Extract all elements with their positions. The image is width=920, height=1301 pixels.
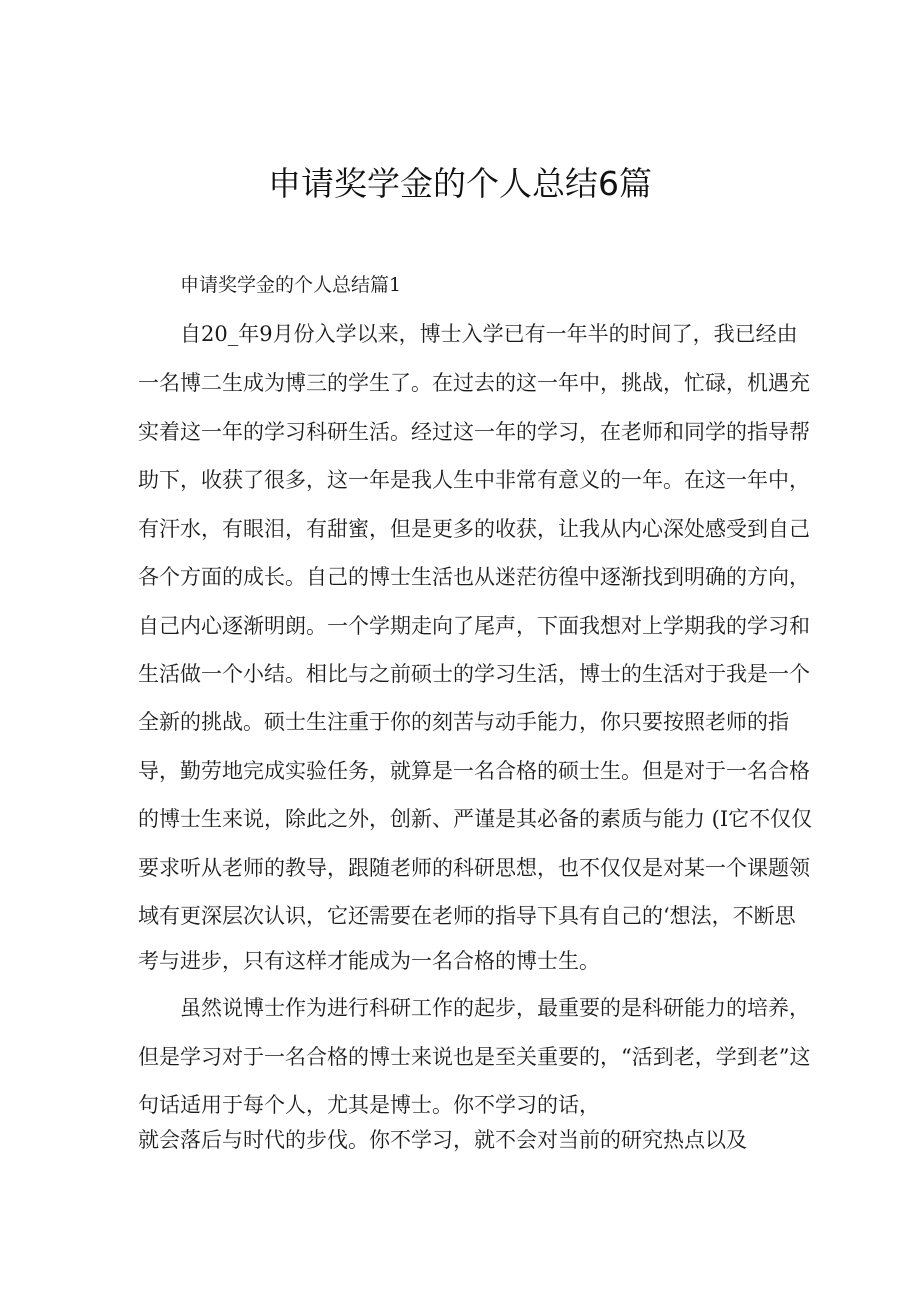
paragraph-line: 考与进步，只有这样才能成为一名合格的博士生。 <box>138 949 600 973</box>
paragraph-line: 句话适用于每个人，尤其是博士。你不学习的话， <box>138 1093 600 1117</box>
paragraph-line: 但是学习对于一名合格的博士来说也是至关重要的，“活到老，学到老”这 <box>138 1045 811 1069</box>
paragraph-line: 全新的挑战。硕士生注重于你的刻苦与动手能力，你只要按照老师的指 <box>138 710 789 734</box>
paragraph-line: 自20_年9月份入学以来，博士入学已有一年半的时间了，我已经由 <box>180 322 798 346</box>
paragraph-line: 实着这一年的学习科研生活。经过这一年的学习，在老师和同学的指导帮 <box>138 420 810 444</box>
paragraph-line: 的博士生来说，除此之外，创新、严谨是其必备的素质与能力 (I它不仅仅 <box>138 807 813 831</box>
paragraph-line: 域有更深层次认识，它还需要在老师的指导下具有自己的‘想法，不断思 <box>138 904 796 928</box>
paragraph-line: 有汗水，有眼泪，有甜蜜，但是更多的收获，让我从内心深处感受到自己 <box>138 517 810 541</box>
document-title: 申请奖学金的个人总结6篇 <box>268 164 652 203</box>
paragraph-line: 一名博二生成为博三的学生了。在过去的这一年中，挑战，忙碌，机遇充 <box>138 371 810 395</box>
paragraph-line: 助下，收获了很多，这一年是我人生中非常有意义的一年。在这一年中， <box>138 468 810 492</box>
paragraph-line: 各个方面的成长。自己的博士生活也从迷茫彷徨中逐渐找到明确的方向， <box>138 565 810 589</box>
paragraph-line: 生活做一个小结。相比与之前硕士的学习生活，博士的生活对于我是一个 <box>138 662 810 686</box>
paragraph-line: 虽然说博士作为进行科研工作的起步，最重要的是科研能力的培养， <box>180 996 810 1020</box>
paragraph-line: 导，勤劳地完成实验任务，就算是一名合格的硕士生。但是对于一名合格 <box>138 759 810 783</box>
paragraph-line: 要求听从老师的教导，跟随老师的科研思想，也不仅仅是对某一个课题领 <box>138 856 810 880</box>
section-heading: 申请奖学金的个人总结篇1 <box>180 274 402 296</box>
paragraph-line: 就会落后与时代的步伐。你不学习，就不会对当前的研究热点以及 <box>138 1128 747 1152</box>
paragraph-line: 自己内心逐渐明朗。一个学期走向了尾声，下面我想对上学期我的学习和 <box>138 614 810 638</box>
